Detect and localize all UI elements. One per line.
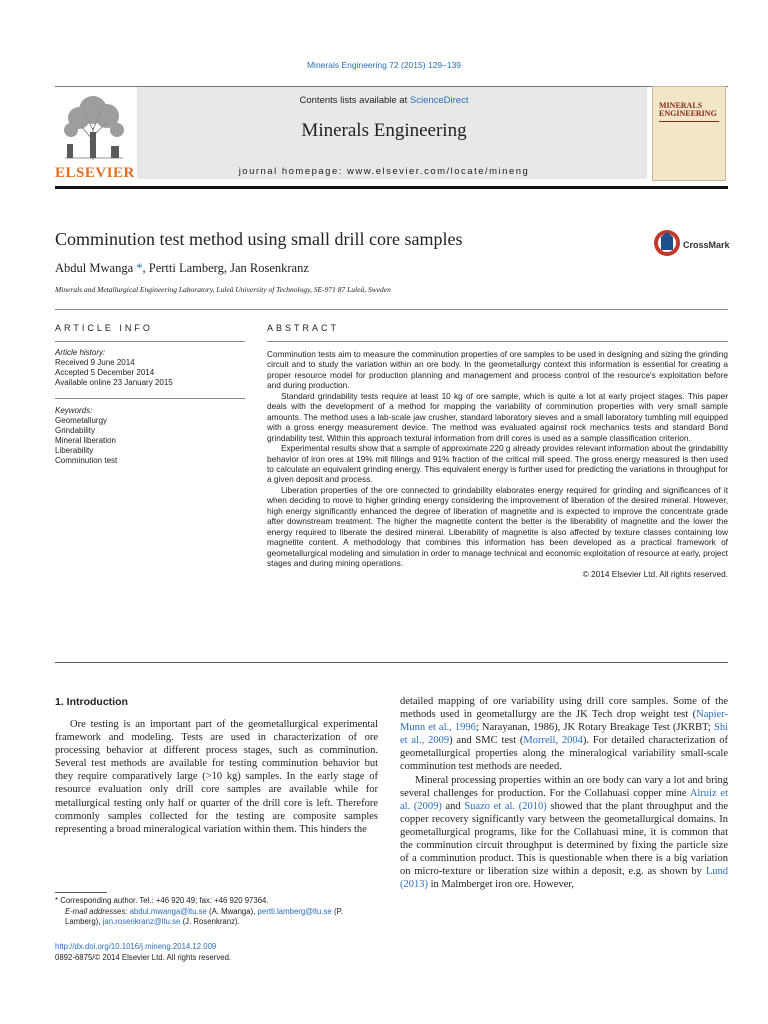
sciencedirect-link[interactable]: ScienceDirect: [409, 95, 469, 106]
article-history: [55, 348, 245, 388]
email-link-lamberg[interactable]: pertti.lamberg@ltu.se: [257, 906, 332, 916]
intro-text: Mineral processing properties within an ore body can vary a lot and bring several challenges for production. For the Collahuasi copper mine: [400, 774, 728, 799]
affiliation: Minerals and Metallurgical Engineering Laboratory, Luleå University of Technology, SE-971 87 Luleå, Sweden: [55, 285, 391, 294]
intro-paragraph: [400, 774, 728, 892]
keyword: Grindability: [55, 426, 96, 435]
footnote: [55, 896, 378, 928]
journal-citation[interactable]: Minerals Engineering 72 (2015) 129–139: [306, 60, 462, 70]
keyword: Liberability: [55, 446, 94, 455]
intro-text: in Malmberget iron ore. However,: [428, 879, 575, 891]
keywords-rule: [55, 398, 245, 399]
corresponding-author-note: * Corresponding author. Tel.: +46 920 49; fax: +46 920 97364.: [55, 896, 269, 905]
cover-title: [659, 102, 717, 118]
corresponding-author-marker[interactable]: *: [133, 261, 143, 275]
article-info-rule: [55, 341, 245, 342]
cover-title-line1: MINERALS: [659, 101, 703, 110]
email-owner: (P. Lamberg),: [65, 906, 343, 926]
author-mwanga[interactable]: Abdul Mwanga: [55, 261, 134, 275]
email-link-rosenkranz[interactable]: jan.rosenkranz@ltu.se: [102, 917, 181, 926]
email-owner: (A. Mwanga),: [206, 906, 258, 916]
ref-link-alruiz[interactable]: Alruiz et al. (2009): [400, 787, 729, 812]
ref-link-morrell[interactable]: Morrell, 2004: [523, 735, 583, 747]
journal-homepage[interactable]: journal homepage: www.elsevier.com/locate/mineng: [238, 166, 530, 177]
crossmark-icon[interactable]: [653, 228, 681, 258]
ref-link-lund[interactable]: Lund (2013): [400, 866, 728, 891]
email-link-mwanga[interactable]: abdul.mwanga@ltu.se: [129, 906, 207, 916]
keywords-block: [55, 406, 245, 466]
history-received: Received 9 June 2014: [55, 358, 135, 367]
contents-prefix: Contents lists available at: [299, 95, 410, 106]
elsevier-wordmark: ELSEVIER: [55, 165, 135, 181]
email-label: E-mail addresses:: [65, 906, 130, 916]
email-owner: (J. Rosenkranz).: [180, 917, 240, 926]
abstract-paragraph: Comminution tests aim to measure the comminution properties of ore samples to be used in designing and sizing the grinding circuit and to study the variation within an ore body. In the geometallurgy context this information is essential for creating a proper resource model for production planning and management and process control of the resource's exploitation before and during production.: [267, 349, 728, 391]
history-label: Article history:: [55, 348, 106, 357]
abstract-rule: [267, 341, 728, 342]
intro-text: and: [441, 800, 465, 812]
abstract-body: [267, 349, 728, 579]
cover-title-line2: ENGINEERING: [659, 109, 717, 118]
intro-paragraph: Ore testing is an important part of the geometallurgical experimental framework and modeling. Tests are used in characterization of ore processing behavior at different process stages, such as comminution. Several test methods are available for testing comminution behavior but they require comparatively large (>10 kg) samples. In the early stage of resource evaluation only drill core samples are available while for metallurgical testing only half or quarter of the drill core is left. Therefore commonly samples collected for the testing are composite samples representing a broad mineralogical variation within them. This hinders the: [55, 719, 378, 835]
abstract-end-rule: [55, 662, 728, 663]
keyword: Geometallurgy: [55, 416, 108, 425]
article-title: Comminution test method using small drill core samples: [55, 229, 463, 249]
keywords-label: Keywords:: [55, 406, 93, 415]
intro-text: detailed mapping of ore variability using drill core samples. Some of the methods used in geometallurgy are the JK Tech drop weight test (: [400, 696, 728, 721]
intro-right-column: [400, 695, 728, 891]
intro-left-column: [55, 718, 378, 836]
abstract-paragraph: Experimental results show that a sample of approximate 220 g already provides relevant information about the grindability behavior of iron ores at 19% mill fillings and 91% fraction of the critical mill speed. The gross energy measured is then used to calculate an equivalent grinding energy. This equivalent energy is further used for predicting the variations in throughput for a given deposit and process.: [267, 443, 728, 485]
intro-text: ). For detailed characterization of geometallurgical properties along the mineralogical variability small-scale comminution test methods are needed.: [400, 735, 729, 773]
email-addresses: [55, 907, 378, 928]
keyword: Comminution test: [55, 456, 118, 465]
intro-text: showed that the plant throughput and the copper recovery significantly vary between the geometallurgical domains. In geometallurgical programs, like for the Collahuasi mine, it is common that the comminution circuit throughput is determined by fixing the particle size of a comminution product. This is questionable when there is a big variation on micro-texture or liberation size within a deposit, e.g. as shown by: [400, 800, 728, 878]
keyword: Mineral liberation: [55, 436, 116, 445]
intro-text: ) and SMC test (: [449, 735, 524, 747]
history-accepted: Accepted 5 December 2014: [55, 368, 155, 377]
ref-link-napier-munn[interactable]: Napier-Munn et al., 1996: [400, 709, 728, 734]
affiliation-rule: [55, 309, 728, 310]
author-list: [55, 261, 309, 276]
intro-paragraph: [400, 695, 728, 774]
doi-link[interactable]: http://dx.doi.org/10.1016/j.mineng.2014.12.009: [55, 942, 217, 951]
abstract-copyright: © 2014 Elsevier Ltd. All rights reserved.: [582, 568, 728, 579]
journal-cover-thumbnail: [652, 86, 726, 181]
abstract-paragraph: Liberation properties of the ore connected to grindability elaborates energy required for grinding and significances of it when deciding to move to higher grinding energy considering the improvement of liberation of the desired mineral. However, high energy significantly enhanced the degree of liberation of magnetite and is expected to improve the concentrate grade after downstream treatment. The higher the magnetite content the better is the liberability of magnetite and the lower the energy required to liberate the desired mineral. Liberability of magnetite is also affected by texture classes containing low magnetite content. A methodology that combines this information has been developed as a practical framework of geometallurgical modeling and simulation in order to manage technical and economic exploitation of resource at early, project stages and during mining operations.: [267, 484, 728, 569]
history-online: Available online 23 January 2015: [55, 378, 173, 387]
intro-text: ; Narayanan, 1986), JK Rotary Breakage Test (JKRBT;: [475, 722, 714, 734]
abstract-heading: ABSTRACT: [267, 323, 340, 333]
ref-link-suazo[interactable]: Suazo et al. (2010): [464, 800, 547, 812]
cover-rule: [659, 121, 719, 122]
abstract-paragraph: Standard grindability tests require at least 10 kg of ore sample, which is quite a lot at early project stages. This paper deals with the development of a method for mapping the variability of comminution properties with very small sample amounts. The method uses a lab-scale jaw crusher, standard laboratory sieves and a small laboratory tumbling mill equipped with a gross energy measurement device. The method was evaluated against rock mechanics tests and standard Bond grindability test. Within this approach textural information from drill cores is used as a sample classification criterion.: [267, 390, 728, 443]
section-heading-introduction: 1. Introduction: [55, 696, 128, 708]
ref-link-shi[interactable]: Shi et al., 2009: [400, 722, 728, 747]
article-info-heading: ARTICLE INFO: [55, 323, 153, 333]
issn-copyright: 0892-6875/© 2014 Elsevier Ltd. All rights reserved.: [55, 952, 232, 962]
header-bottom-rule: [55, 186, 728, 189]
crossmark-label[interactable]: CrossMark: [683, 240, 730, 250]
journal-title: Minerals Engineering: [301, 120, 467, 141]
footnote-rule: [55, 892, 107, 893]
other-authors: , Pertti Lamberg, Jan Rosenkranz: [142, 261, 309, 275]
doi-block: [55, 942, 231, 963]
